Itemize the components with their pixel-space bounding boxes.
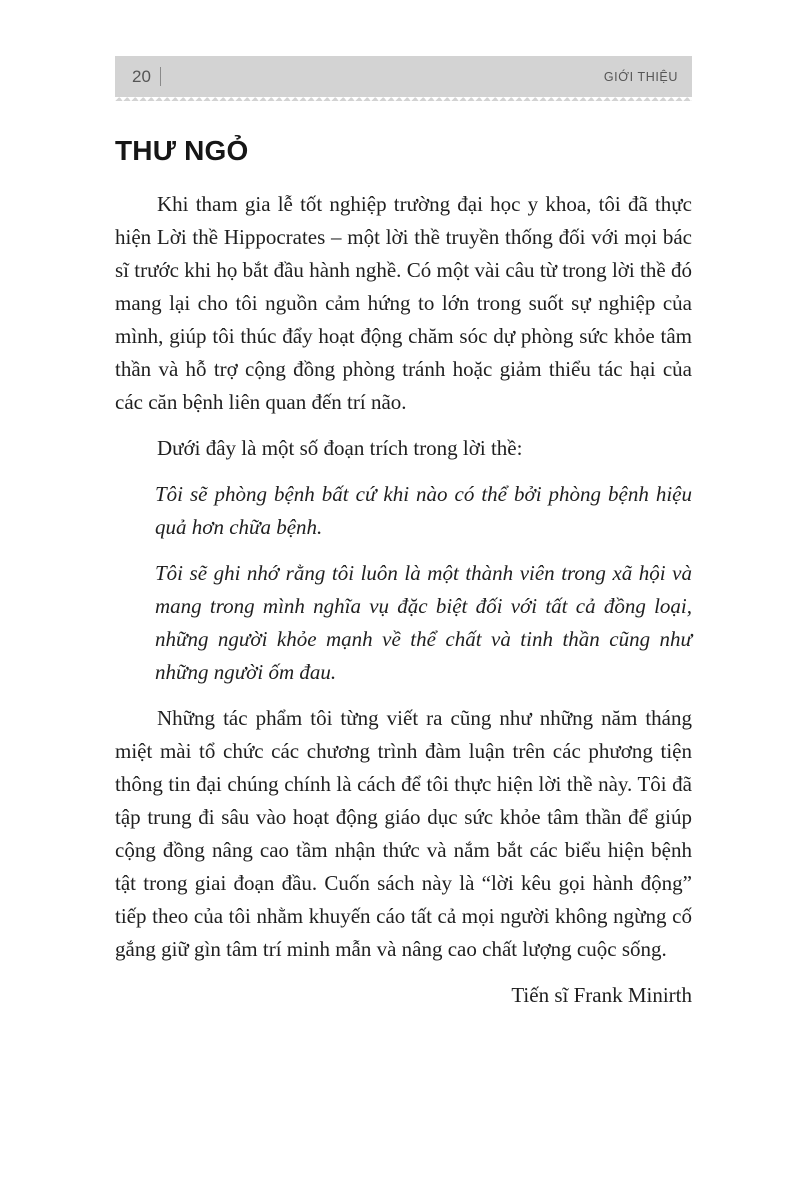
torn-edge-decoration bbox=[115, 97, 692, 101]
section-label: GIỚI THIỆU bbox=[603, 69, 678, 84]
paragraph-closing: Những tác phẩm tôi từng viết ra cũng như những năm tháng miệt mài tổ chức các chương trình đàm luận trên các phương tiện thông tin đại chúng chính là cách để tôi thực hiện lời thề này. Tôi đã tập trung đi sâu vào hoạt động giáo dục sức khỏe tâm thần để giúp cộng đồng nâng cao tầm nhận thức và nắm bắt các biểu hiện bệnh tật trong giai đoạn đầu. Cuốn sách này là “lời kêu gọi hành động” tiếp theo của tôi nhằm khuyến cáo tất cả mọi người không ngừng cố gắng giữ gìn tâm trí minh mẫn và nâng cao chất lượng cuộc sống. bbox=[115, 706, 692, 961]
page-title: THƯ NGỎ bbox=[115, 135, 249, 166]
page-number-group bbox=[132, 67, 161, 87]
page-number: 20 bbox=[132, 66, 151, 86]
paragraph-intro-line: Dưới đây là một số đoạn trích trong lời thề: bbox=[157, 436, 523, 460]
oath-quote-1: Tôi sẽ phòng bệnh bất cứ khi nào có thể bởi phòng bệnh hiệu quả hơn chữa bệnh. bbox=[155, 482, 692, 539]
page-content bbox=[115, 56, 692, 1012]
page-header-bar bbox=[115, 56, 692, 97]
signature: Tiến sĩ Frank Minirth bbox=[511, 983, 692, 1007]
oath-quote-2: Tôi sẽ ghi nhớ rằng tôi luôn là một thành viên trong xã hội và mang trong mình nghĩa vụ đặc biệt đối với tất cả đồng loại, những người khỏe mạnh về thể chất và tinh thần cũng như những người ốm đau. bbox=[155, 561, 692, 684]
paragraph-opening: Khi tham gia lễ tốt nghiệp trường đại học y khoa, tôi đã thực hiện Lời thề Hippocrates – một lời thề truyền thống đối với mọi bác sĩ trước khi họ bắt đầu hành nghề. Có một vài câu từ trong lời thề đó mang lại cho tôi nguồn cảm hứng to lớn trong suốt sự nghiệp của mình, giúp tôi thúc đẩy hoạt động chăm sóc dự phòng sức khỏe tâm thần và hỗ trợ cộng đồng phòng tránh hoặc giảm thiểu tác hại của các căn bệnh liên quan đến trí não. bbox=[115, 192, 692, 414]
page-header bbox=[115, 56, 692, 101]
header-divider bbox=[160, 67, 161, 86]
body-text bbox=[115, 188, 692, 1012]
